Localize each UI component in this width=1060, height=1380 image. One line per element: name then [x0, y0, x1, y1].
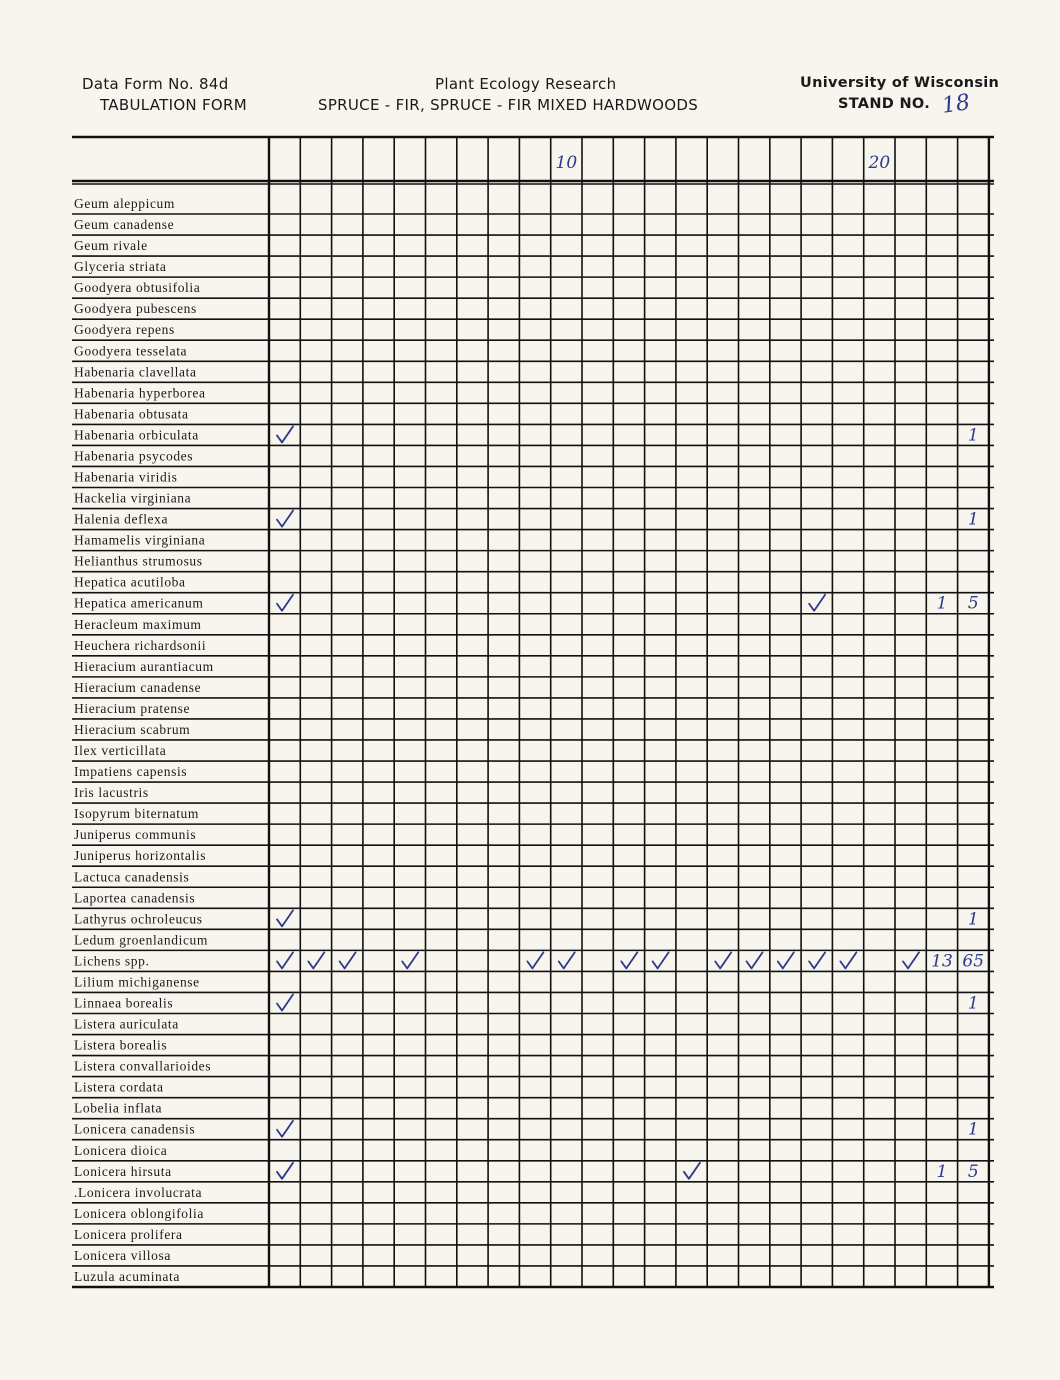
species-name: Habenaria psycodes: [74, 448, 194, 464]
species-name: Heracleum maximum: [74, 616, 202, 632]
frequency-value: 1: [936, 593, 948, 614]
total-value: 1: [967, 993, 979, 1014]
species-name: Geum aleppicum: [74, 196, 175, 211]
form-title: SPRUCE - FIR, SPRUCE - FIR MIXED HARDWOODS: [318, 96, 699, 114]
species-name: Lonicera villosa: [74, 1247, 171, 1263]
species-name: Isopyrum biternatum: [74, 806, 200, 822]
species-name: Lonicera oblongifolia: [74, 1205, 204, 1221]
species-name: Heuchera richardsonii: [74, 637, 207, 653]
total-value: 5: [967, 1161, 979, 1182]
total-value: 1: [967, 909, 979, 930]
form-type: TABULATION FORM: [100, 96, 248, 114]
check-mark: [340, 952, 356, 968]
species-name: Listera convallarioides: [74, 1058, 212, 1074]
species-name: Lonicera dioica: [74, 1142, 168, 1158]
check-mark: [653, 952, 669, 968]
check-mark: [559, 952, 575, 968]
check-mark: [809, 595, 825, 611]
species-name: Hieracium aurantiacum: [74, 658, 214, 674]
species-name: Hepatica americanum: [74, 595, 204, 611]
form-number: Data Form No. 84d: [82, 75, 229, 93]
frequency-value: 13: [931, 951, 953, 972]
species-name: Habenaria obtusata: [74, 406, 189, 422]
check-mark: [277, 511, 293, 527]
total-value: 65: [962, 951, 985, 972]
species-name: Geum rivale: [74, 238, 148, 254]
check-mark: [527, 952, 543, 968]
species-name: Halenia deflexa: [74, 511, 169, 527]
species-name: Lobelia inflata: [74, 1100, 163, 1116]
check-mark: [277, 994, 293, 1010]
check-mark: [840, 952, 856, 968]
total-value: 5: [967, 593, 979, 614]
check-mark: [402, 952, 418, 968]
species-name: Goodyera obtusifolia: [74, 280, 201, 296]
check-mark: [277, 910, 293, 926]
species-name: .Lonicera involucrata: [74, 1184, 203, 1200]
university-name: University of Wisconsin: [800, 75, 1000, 91]
species-name: Goodyera tesselata: [74, 343, 188, 359]
check-mark: [277, 952, 293, 968]
check-mark: [277, 426, 293, 442]
check-mark: [621, 952, 637, 968]
check-mark: [747, 952, 763, 968]
frequency-value: 1: [936, 1161, 948, 1182]
species-name: Listera auriculata: [74, 1016, 179, 1032]
species-name: Hieracium canadense: [74, 679, 202, 695]
species-name: Glyceria striata: [74, 259, 167, 275]
species-name: Lonicera prolifera: [74, 1226, 183, 1242]
column-marker-10: 10: [555, 153, 578, 173]
column-marker-20: 20: [868, 153, 891, 173]
species-name: Luzula acuminata: [74, 1269, 180, 1284]
species-name: Listera borealis: [74, 1037, 168, 1053]
check-mark: [308, 952, 324, 968]
species-name: Goodyera repens: [74, 322, 175, 338]
check-mark: [684, 1163, 700, 1179]
species-name: Lactuca canadensis: [74, 869, 190, 885]
check-mark: [277, 1163, 293, 1179]
check-mark: [809, 952, 825, 968]
species-name: Hackelia virginiana: [74, 490, 192, 506]
species-name: Linnaea borealis: [74, 995, 174, 1011]
species-name: Ledum groenlandicum: [74, 932, 208, 948]
species-name: Hieracium pratense: [74, 700, 191, 716]
species-name: Lathyrus ochroleucus: [74, 911, 203, 927]
check-mark: [277, 595, 293, 611]
check-mark: [277, 1121, 293, 1137]
species-name: Listera cordata: [74, 1079, 164, 1095]
species-name: Iris lacustris: [74, 785, 149, 801]
check-mark: [778, 952, 794, 968]
species-name: Habenaria viridis: [74, 469, 178, 485]
check-mark: [715, 952, 731, 968]
species-name: Goodyera pubescens: [74, 301, 197, 317]
total-value: 1: [967, 1119, 979, 1140]
organization-name: Plant Ecology Research: [435, 75, 617, 93]
species-name: Laportea canadensis: [74, 890, 196, 906]
species-name: Lilium michiganense: [74, 974, 200, 990]
stand-number-value: 18: [940, 90, 972, 119]
species-name: Habenaria clavellata: [74, 364, 197, 380]
species-name: Impatiens capensis: [74, 764, 188, 780]
species-name: Juniperus horizontalis: [74, 848, 207, 864]
species-name: Hieracium scabrum: [74, 721, 191, 737]
total-value: 1: [967, 425, 979, 446]
species-name: Lonicera canadensis: [74, 1121, 196, 1137]
species-name: Hepatica acutiloba: [74, 574, 186, 590]
species-name: Helianthus strumosus: [74, 553, 203, 569]
species-name: Geum canadense: [74, 217, 175, 233]
species-name: Lichens spp.: [74, 953, 150, 969]
species-name: Habenaria orbiculata: [74, 427, 199, 443]
species-name: Habenaria hyperborea: [74, 385, 206, 401]
total-value: 1: [967, 509, 979, 530]
check-mark: [903, 952, 919, 968]
stand-number-label: STAND NO.: [838, 96, 931, 112]
species-name: Juniperus communis: [74, 827, 197, 843]
species-name: Hamamelis virginiana: [74, 532, 206, 548]
species-name: Ilex verticillata: [74, 743, 167, 759]
species-name: Lonicera hirsuta: [74, 1163, 172, 1179]
